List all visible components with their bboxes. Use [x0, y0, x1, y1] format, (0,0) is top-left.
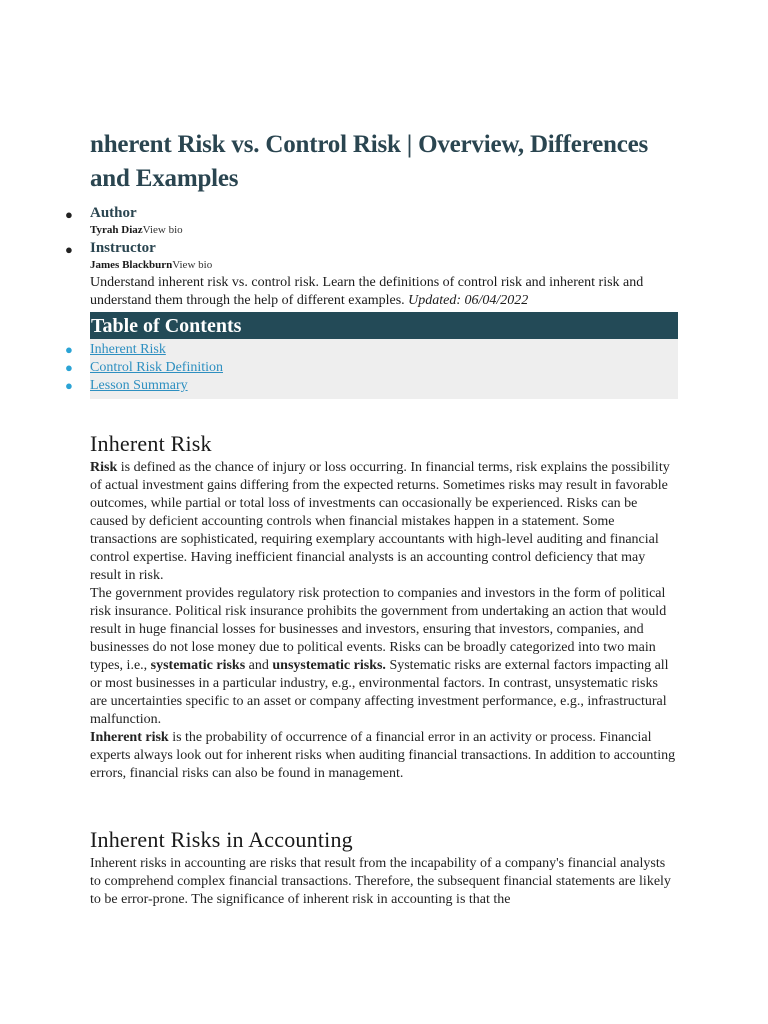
paragraph-text: is defined as the chance of injury or loss occurring. In financial terms, risk explains the possibility of actual investment gains differing from the expected returns. Sometimes risks may result in favorable outcomes, while partial or total loss of investments can occasionally be experienced. Risks can be caused by deficient accounting controls when financial mistakes happen in a statement. Some transactions are sophisticated, requiring exemplary accountants with high-level auditing and financial control expertise. Having inefficient financial analysts is an accounting control deficiency that may result in risk.	[90, 460, 670, 583]
updated-date: Updated: 06/04/2022	[408, 293, 529, 308]
toc-link-inherent-risk[interactable]: Inherent Risk	[90, 342, 166, 357]
lesson-summary	[90, 274, 678, 310]
bullet-icon: ●	[65, 360, 73, 375]
bullet-icon: ●	[65, 342, 73, 357]
paragraph-risk-definition	[90, 459, 678, 585]
toc-item	[65, 377, 678, 395]
credit-author	[65, 204, 678, 239]
page-title: nherent Risk vs. Control Risk | Overview, Differences and Examples	[90, 131, 649, 192]
paragraph-text: Systematic risks are external factors impacting all or most businesses in a particular industry, e.g., environmental factors. In contrast, unsystematic risks are uncertainties specific to an asset or company affecting investment performance, e.g., infrastructural malfunction.	[90, 658, 669, 727]
credit-person	[90, 222, 678, 239]
toc-item	[65, 359, 678, 377]
credit-instructor	[65, 239, 678, 310]
term-unsystematic-risks: unsystematic risks.	[272, 658, 386, 673]
term-risk: Risk	[90, 460, 118, 475]
term-systematic-risks: systematic risks	[150, 658, 246, 673]
view-bio-link[interactable]: View bio	[172, 259, 213, 271]
summary-text: Understand inherent risk vs. control risk. Learn the definitions of control risk and inherent risk and understand them through the help of different examples.	[90, 275, 644, 308]
toc-link-lesson-summary[interactable]: Lesson Summary	[90, 378, 188, 393]
table-of-contents	[65, 312, 678, 399]
credit-role: Author	[90, 205, 137, 221]
paragraph-inherent-risk	[90, 729, 678, 783]
credits-list	[65, 204, 678, 310]
paragraph-accounting-risks: Inherent risks in accounting are risks that result from the incapability of a company's financial analysts to comprehend complex financial transactions. Therefore, the subsequent financial statements are likely to be error-prone. The significance of inherent risk in accounting is that the	[90, 856, 671, 907]
lesson-content	[65, 128, 678, 909]
credit-person	[90, 257, 678, 274]
bullet-icon: ●	[65, 242, 73, 257]
view-bio-link[interactable]: View bio	[142, 224, 183, 236]
toc-list	[65, 341, 678, 395]
toc-heading: Table of Contents	[90, 312, 678, 339]
paragraph-political-risk	[90, 585, 678, 729]
paragraph-text: and	[245, 658, 273, 673]
credit-name: Tyrah Diaz	[90, 224, 143, 236]
toc-link-control-risk-definition[interactable]: Control Risk Definition	[90, 360, 223, 375]
toc-body	[65, 339, 678, 399]
credit-name: James Blackburn	[90, 259, 173, 271]
term-inherent-risk: Inherent risk	[90, 730, 169, 745]
paragraph-text: is the probability of occurrence of a financial error in an activity or process. Financial experts always look out for inherent risks when auditing financial transactions. In addition to accounting errors, financial risks can also be found in management.	[90, 730, 676, 781]
credit-role: Instructor	[90, 240, 156, 256]
section-heading-inherent-risk: Inherent Risk	[90, 431, 212, 456]
section-heading-inherent-risks-accounting: Inherent Risks in Accounting	[90, 827, 353, 852]
bullet-icon: ●	[65, 207, 73, 222]
toc-item	[65, 341, 678, 359]
bullet-icon: ●	[65, 378, 73, 393]
paragraph-text: The government provides regulatory risk protection to companies and investors in the form of political risk insurance. Political risk insurance prohibits the government from undertaking an action that would result in huge financial losses for businesses and investors, ensuring that investors, companies, and businesses do not lose money due to political events. Risks can be broadly categorized into two main types, i.e.,	[90, 586, 667, 673]
